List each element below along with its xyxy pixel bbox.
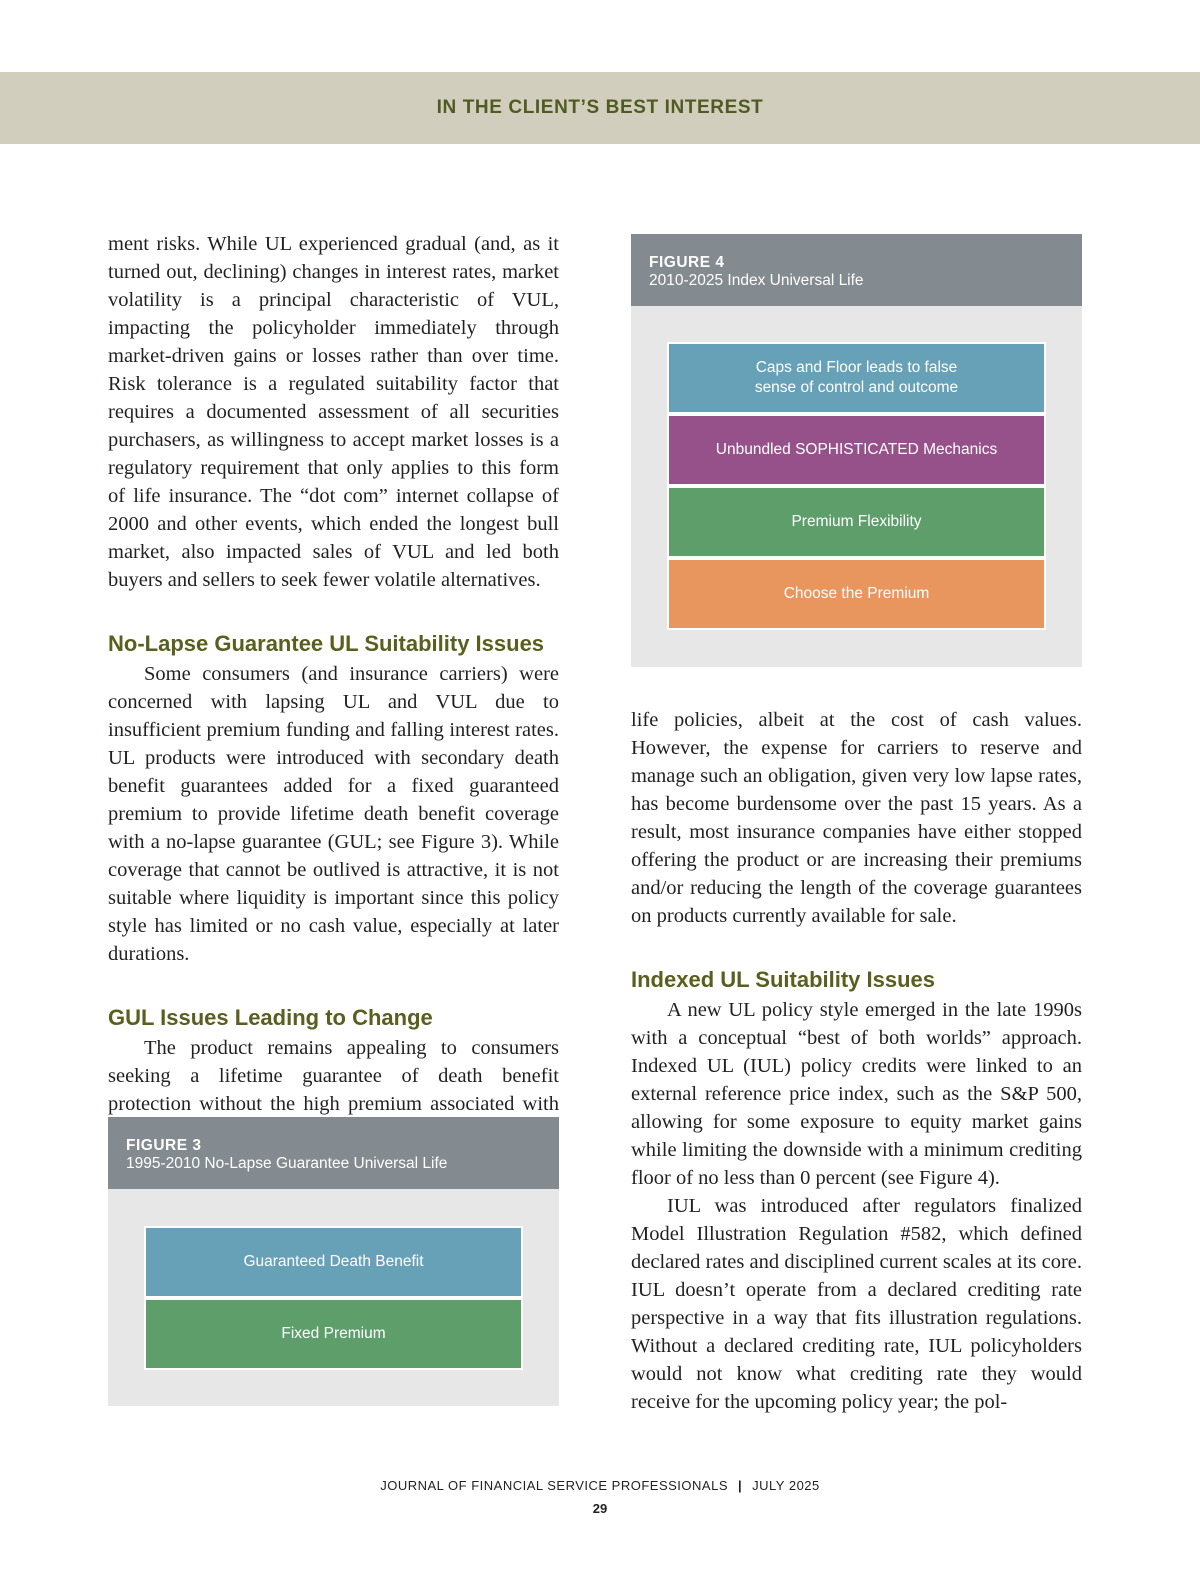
footer-separator: | [738,1478,743,1493]
figure-3-header [108,1117,559,1189]
running-header [0,72,1200,144]
page-footer [0,1478,1200,1516]
figure-3-label: FIGURE 3 [126,1137,202,1154]
heading-no-lapse-guarantee: No-Lapse Guarantee UL Suitability Issues [108,631,545,656]
figure-3-block-fixed-premium: Fixed Premium [144,1298,523,1370]
issue-date: JULY 2025 [752,1478,820,1493]
left-column [108,230,559,1146]
figure-4-header [631,234,1082,306]
figure-4-block-choose-the-premium: Choose the Premium [667,558,1046,630]
figure-4-block-unbundled-mechanics: Unbundled SOPHISTICATED Mechanics [667,414,1046,486]
heading-indexed-ul: Indexed UL Suitability Issues [631,967,936,992]
right-column [631,706,1082,1416]
figure-4 [631,234,1082,667]
figure-3-block-guaranteed-death-benefit: Guaranteed Death Benefit [144,1226,523,1298]
journal-name: JOURNAL OF FINANCIAL SERVICE PROFESSIONALS [380,1478,728,1493]
footer-line [0,1478,1200,1493]
left-paragraph-1: ment risks. While UL experienced gradual (and, as it turned out, declining) changes in interest rates, market volatility is a principal characteristic of VUL, impacting the policyholder immediately through market-driven gains or losses rather than over time. Risk tolerance is a regulated suitability factor that requires a documented assessment of all securities purchasers, as willingness to accept market losses is a regulatory requirement that only applies to this form of life insurance. The “dot com” internet collapse of 2000 and other events, which ended the longest bull market, also impacted sales of VUL and led both buyers and sellers to seek fewer volatile alternatives. [108,233,559,591]
figure-3 [108,1117,559,1406]
right-paragraph-1: life policies, albeit at the cost of cash values. However, the expense for carriers to reserve and manage such an obligation, given very low lapse rates, has become burdensome over the past 15 years. As a result, most insurance companies have either stopped offering the product or are increasing their premiums and/or reducing the length of the coverage guarantees on products currently available for sale. [631,709,1082,927]
figure-4-block-caps-and-floor: Caps and Floor leads to false sense of control and outcome [667,342,1046,414]
heading-gul-issues: GUL Issues Leading to Change [108,1005,433,1030]
left-paragraph-2: Some consumers (and insurance carriers) were concerned with lapsing UL and VUL due to insufficient premium funding and falling interest rates. UL products were introduced with secondary death benefit guarantees added for a fixed guaranteed premium to provide lifetime death benefit coverage with a no-lapse guarantee (GUL; see Figure 3). While coverage that cannot be outlived is attractive, it is not suitable where liquidity is important since this policy style has limited or no cash value, especially at later durations. [108,663,559,965]
right-paragraph-2: A new UL policy style emerged in the late 1990s with a conceptual “best of both worlds” approach. Indexed UL (IUL) policy credits were linked to an external reference price index, such as the S&P 500, allowing for some exposure to equity market gains while limiting the downside with a minimum crediting floor of no less than 0 percent (see Figure 4). [631,999,1082,1189]
page-number: 29 [592,1501,608,1516]
running-header-title: IN THE CLIENT’S BEST INTEREST [436,97,764,118]
figure-4-block-premium-flexibility: Premium Flexibility [667,486,1046,558]
right-paragraph-3: IUL was introduced after regulators finalized Model Illustration Regulation #582, which defined declared rates and disciplined current scales at its core. IUL doesn’t operate from a declared crediting rate perspective in a way that fits illustration regulations. Without a declared crediting rate, IUL policyholders would not know what crediting rate they would receive for the upcoming policy year; the pol- [631,1195,1082,1413]
left-paragraph-3: The product remains appealing to consumers seeking a lifetime guarantee of death benefit protection without the high premium associated with [108,1037,559,1115]
figure-4-title: 2010-2025 Index Universal Life [649,272,864,289]
figure-3-title: 1995-2010 No-Lapse Guarantee Universal Life [126,1155,448,1172]
figure-4-label: FIGURE 4 [649,254,725,271]
